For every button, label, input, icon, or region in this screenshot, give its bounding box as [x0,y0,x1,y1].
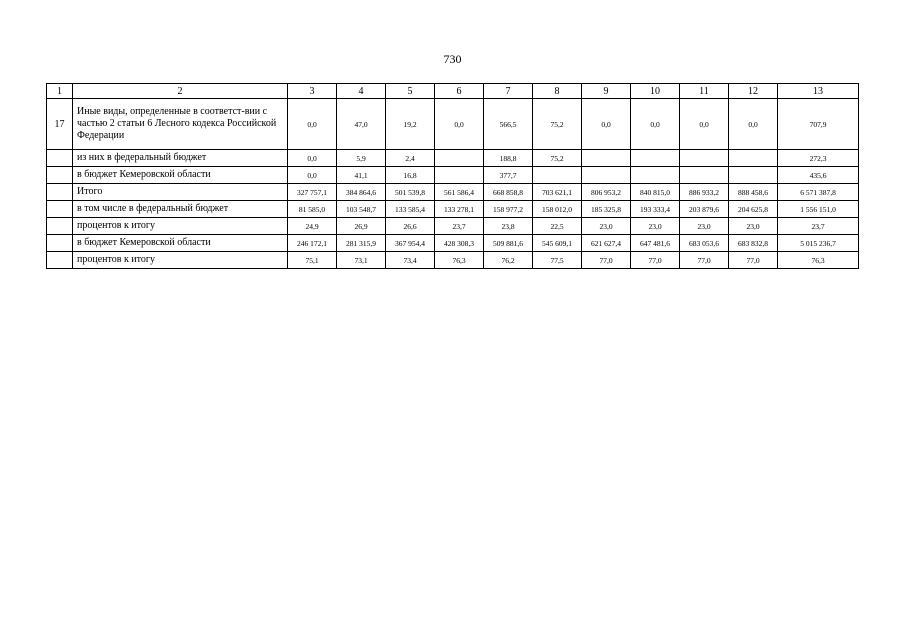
value-cell: 886 933,2 [680,184,729,201]
value-cell [435,150,484,167]
header-cell: 3 [288,84,337,99]
table-row [47,252,859,269]
value-cell: 23,0 [582,218,631,235]
value-cell: 647 481,6 [631,235,680,252]
value-cell: 0,0 [680,99,729,150]
value-cell: 75,2 [533,99,582,150]
value-cell: 133 585,4 [386,201,435,218]
empty-cell [47,184,73,201]
table-row [47,150,859,167]
value-cell: 435,6 [778,167,859,184]
value-cell: 133 278,1 [435,201,484,218]
value-cell: 75,1 [288,252,337,269]
value-cell: 23,0 [680,218,729,235]
value-cell: 0,0 [729,99,778,150]
value-cell [729,150,778,167]
value-cell: 41,1 [337,167,386,184]
empty-cell [47,235,73,252]
value-cell: 23,0 [631,218,680,235]
value-cell: 23,8 [484,218,533,235]
budget-table [46,83,859,269]
value-cell: 509 881,6 [484,235,533,252]
value-cell: 19,2 [386,99,435,150]
value-cell: 1 556 151,0 [778,201,859,218]
value-cell: 16,8 [386,167,435,184]
value-cell [729,167,778,184]
empty-cell [47,150,73,167]
table-header-row [47,84,859,99]
value-cell: 377,7 [484,167,533,184]
header-cell: 9 [582,84,631,99]
value-cell: 0,0 [631,99,680,150]
row-label: Иные виды, определенные в соответст-вии с частью 2 статьи 6 Лесного кодекса Российской Федерации [73,99,288,150]
value-cell: 73,1 [337,252,386,269]
table-row [47,167,859,184]
value-cell: 158 012,0 [533,201,582,218]
value-cell: 76,3 [435,252,484,269]
value-cell: 806 953,2 [582,184,631,201]
row-label: в бюджет Кемеровской области [73,167,288,184]
value-cell: 0,0 [288,167,337,184]
value-cell: 428 308,3 [435,235,484,252]
value-cell: 193 333,4 [631,201,680,218]
value-cell: 0,0 [582,99,631,150]
value-cell: 24,9 [288,218,337,235]
table-row [47,201,859,218]
value-cell: 73,4 [386,252,435,269]
value-cell: 23,7 [435,218,484,235]
value-cell [680,150,729,167]
value-cell: 501 539,8 [386,184,435,201]
value-cell [631,150,680,167]
value-cell: 561 586,4 [435,184,484,201]
value-cell: 703 621,1 [533,184,582,201]
empty-cell [47,167,73,184]
value-cell [582,167,631,184]
value-cell: 103 548,7 [337,201,386,218]
value-cell: 840 815,0 [631,184,680,201]
value-cell: 707,9 [778,99,859,150]
value-cell: 5 015 236,7 [778,235,859,252]
value-cell [533,167,582,184]
value-cell: 0,0 [288,150,337,167]
value-cell: 566,5 [484,99,533,150]
value-cell [631,167,680,184]
header-cell: 8 [533,84,582,99]
header-cell: 13 [778,84,859,99]
row-label: в бюджет Кемеровской области [73,235,288,252]
value-cell [582,150,631,167]
row-number-cell: 17 [47,99,73,150]
row-label: процентов к итогу [73,252,288,269]
value-cell [435,167,484,184]
header-cell: 12 [729,84,778,99]
value-cell [680,167,729,184]
row-label: Итого [73,184,288,201]
value-cell: 0,0 [288,99,337,150]
value-cell: 77,0 [680,252,729,269]
empty-cell [47,201,73,218]
header-cell: 5 [386,84,435,99]
header-cell: 11 [680,84,729,99]
value-cell: 77,0 [582,252,631,269]
value-cell: 203 879,6 [680,201,729,218]
value-cell: 621 627,4 [582,235,631,252]
value-cell: 76,3 [778,252,859,269]
value-cell: 367 954,4 [386,235,435,252]
value-cell: 185 325,8 [582,201,631,218]
value-cell: 683 053,6 [680,235,729,252]
value-cell: 327 757,1 [288,184,337,201]
empty-cell [47,218,73,235]
table-row [47,99,859,150]
row-label: процентов к итогу [73,218,288,235]
table-body [47,84,859,269]
value-cell: 5,9 [337,150,386,167]
table-row [47,184,859,201]
header-cell: 10 [631,84,680,99]
value-cell: 545 609,1 [533,235,582,252]
header-cell: 2 [73,84,288,99]
value-cell: 246 172,1 [288,235,337,252]
page-number: 730 [443,52,462,66]
table-row [47,235,859,252]
value-cell: 2,4 [386,150,435,167]
value-cell: 26,6 [386,218,435,235]
value-cell: 683 832,8 [729,235,778,252]
value-cell: 26,9 [337,218,386,235]
row-label: в том числе в федеральный бюджет [73,201,288,218]
value-cell: 158 977,2 [484,201,533,218]
value-cell: 47,0 [337,99,386,150]
table-row [47,218,859,235]
value-cell: 23,7 [778,218,859,235]
value-cell: 272,3 [778,150,859,167]
header-cell: 7 [484,84,533,99]
value-cell: 888 458,6 [729,184,778,201]
value-cell: 81 585,0 [288,201,337,218]
value-cell: 77,0 [631,252,680,269]
value-cell: 6 571 387,8 [778,184,859,201]
value-cell: 0,0 [435,99,484,150]
value-cell: 668 858,8 [484,184,533,201]
header-cell: 4 [337,84,386,99]
value-cell: 76,2 [484,252,533,269]
value-cell: 188,8 [484,150,533,167]
value-cell: 75,2 [533,150,582,167]
value-cell: 77,0 [729,252,778,269]
header-cell: 6 [435,84,484,99]
value-cell: 77,5 [533,252,582,269]
header-cell: 1 [47,84,73,99]
value-cell: 23,0 [729,218,778,235]
value-cell: 281 315,9 [337,235,386,252]
value-cell: 22,5 [533,218,582,235]
value-cell: 204 625,8 [729,201,778,218]
value-cell: 384 864,6 [337,184,386,201]
empty-cell [47,252,73,269]
row-label: из них в федеральный бюджет [73,150,288,167]
